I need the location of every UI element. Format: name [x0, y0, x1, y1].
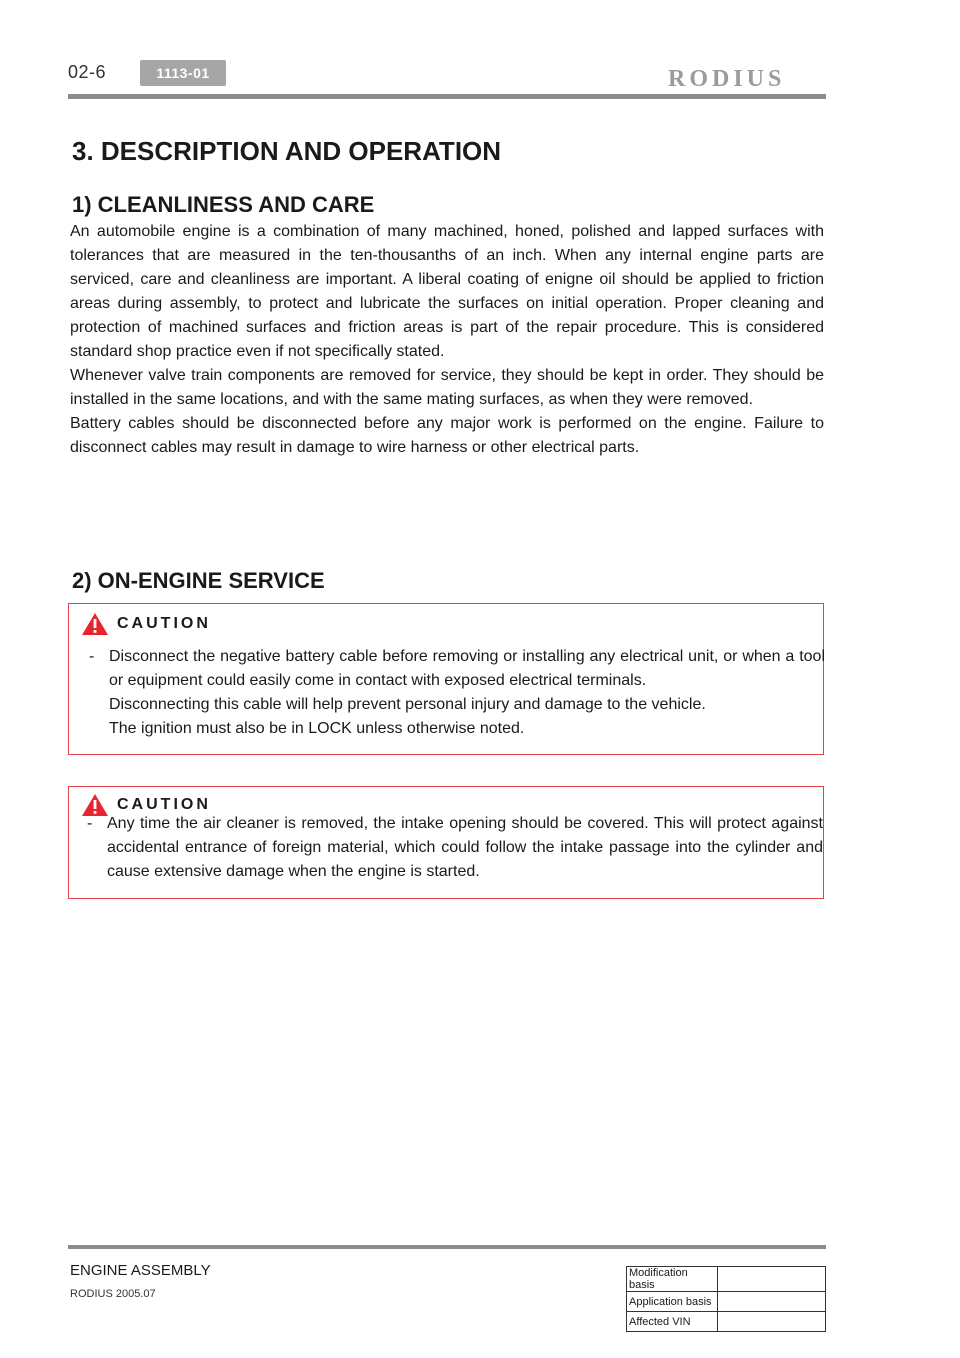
revision-info-table	[626, 1266, 826, 1332]
table-label: Modification basis	[627, 1267, 718, 1292]
table-label: Affected VIN	[627, 1312, 718, 1332]
bullet-dash: -	[87, 815, 93, 832]
brand-logo: RODIUS	[668, 66, 786, 92]
page-title: 3. DESCRIPTION AND OPERATION	[72, 136, 502, 166]
table-row	[627, 1267, 826, 1292]
warning-triangle-icon	[81, 612, 109, 636]
paragraph: Battery cables should be disconnected before any major work is performed on the engine. Failure to disconnect cables may result in damage to wire harness or other electrical parts.	[70, 415, 824, 456]
caution-header	[81, 612, 211, 636]
section-heading-cleanliness: 1) CLEANLINESS AND CARE	[72, 192, 375, 217]
caution-label: CAUTION	[117, 796, 211, 813]
caution-box	[68, 603, 824, 755]
page-number: 02-6	[68, 62, 107, 82]
section-body-cleanliness	[70, 220, 824, 460]
footer-section-name: ENGINE ASSEMBLY	[70, 1262, 211, 1279]
table-value	[718, 1292, 826, 1312]
paragraph: An automobile engine is a combination of many machined, honed, polished and lapped surfaces with tolerances that are measured in the ten-thousanths of an inch. When any internal engine parts are serviced, care and cleanliness are important. A liberal coating of enigne oil should be applied to friction areas during assembly, to protect and lubricate the surfaces on initial operation. Proper cleaning and protection of machined surfaces and friction areas is part of the repair procedure. This is considered standard shop practice even if not specifically stated.	[70, 223, 824, 360]
footer-rule	[68, 1245, 826, 1249]
caution-box	[68, 786, 824, 899]
table-row	[627, 1312, 826, 1332]
paragraph: Whenever valve train components are removed for service, they should be kept in order. They should be installed in the same locations, and with the same mating surfaces, as when they were removed.	[70, 367, 824, 408]
header-rule	[68, 94, 826, 99]
table-value	[718, 1312, 826, 1332]
caution-text	[109, 645, 825, 741]
caution-line: Any time the air cleaner is removed, the intake opening should be covered. This will protect against accidental entrance of foreign material, which could follow the intake passage into the cylinder and cause extensive damage when the engine is started.	[107, 815, 823, 880]
bullet-dash: -	[89, 648, 95, 665]
caution-item	[87, 812, 823, 884]
table-value	[718, 1267, 826, 1292]
footer-edition: RODIUS 2005.07	[70, 1288, 156, 1300]
section-heading-on-engine-service: 2) ON-ENGINE SERVICE	[72, 568, 325, 593]
caution-line: Disconnect the negative battery cable before removing or installing any electrical unit, or when a tool or equipment could easily come in contact with exposed electrical terminals.	[109, 648, 825, 689]
caution-text	[107, 812, 823, 884]
table-label: Application basis	[627, 1292, 718, 1312]
caution-line: The ignition must also be in LOCK unless otherwise noted.	[109, 720, 525, 737]
section-code-badge: 1113-01	[140, 60, 226, 86]
caution-item	[89, 645, 825, 741]
caution-label: CAUTION	[117, 615, 211, 632]
caution-line: Disconnecting this cable will help prevent personal injury and damage to the vehicle.	[109, 696, 706, 713]
table-row	[627, 1292, 826, 1312]
